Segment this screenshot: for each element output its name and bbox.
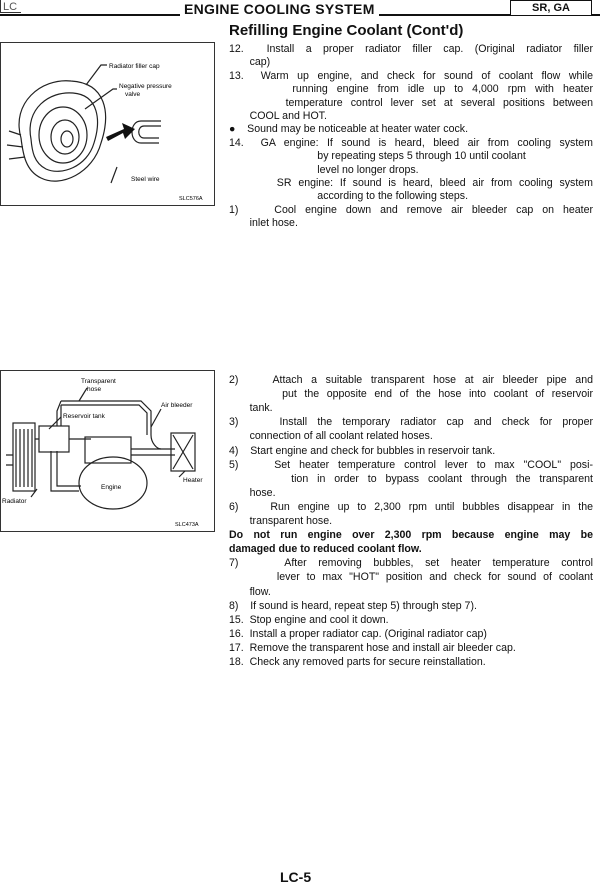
label-heater: Heater — [183, 477, 203, 484]
step-line: 18. Check any removed parts for secure reinstallation. — [229, 656, 486, 668]
step-line: hose. — [229, 486, 276, 499]
label-air-bleeder: Air bleeder — [161, 402, 193, 409]
step-line: 1) Cool engine down and remove air bleeder cap on heater — [229, 203, 593, 216]
step-line: 2) Attach a suitable transparent hose at air bleeder pipe and — [229, 374, 593, 386]
step-line: put the opposite end of the hose into coolant of reservoir — [229, 388, 593, 401]
step-line: tion in order to bypass coolant through the transparent — [229, 472, 593, 485]
step-line: by repeating steps 5 through 10 until coolant — [229, 150, 526, 163]
step-line: inlet hose. — [229, 217, 298, 230]
caution-line: Do not run engine over 2,300 rpm because engine may be — [229, 529, 593, 542]
figure1-code: SLC576A — [179, 196, 203, 202]
radiator-cap-illustration — [1, 43, 214, 205]
step-line: COOL and HOT. — [229, 110, 327, 122]
label-transparent-hose-2: hose — [87, 386, 102, 393]
caution-line: damaged due to reduced coolant flow. — [229, 543, 422, 556]
step-line: running engine from idle up to 4,000 rpm with heater — [229, 83, 593, 96]
step-line: temperature control lever set at several positions between — [229, 96, 593, 109]
section-title: Refilling Engine Coolant (Cont'd) — [229, 22, 464, 39]
label-radiator-filler-cap: Radiator filler cap — [109, 63, 160, 70]
label-negative-pressure-2: valve — [125, 91, 141, 98]
step-line: level no longer drops. — [229, 163, 419, 176]
label-steel-wire: Steel wire — [131, 176, 160, 183]
step-line: tank. — [229, 402, 273, 415]
step-line: flow. — [229, 585, 271, 598]
step-line: 3) Install the temporary radiator cap and check for proper — [229, 416, 593, 429]
step-line: 12. Install a proper radiator filler cap. (Original radiator filler — [229, 43, 593, 55]
step-line: according to the following steps. — [229, 190, 469, 203]
header-title: ENGINE COOLING SYSTEM — [180, 1, 379, 17]
step-line: cap) — [229, 56, 271, 69]
step-line: 13. Warm up engine, and check for sound of coolant flow while — [229, 69, 593, 82]
figure2-code: SLC473A — [175, 522, 199, 528]
page-number: LC-5 — [280, 869, 312, 885]
label-reservoir-tank: Reservoir tank — [63, 413, 105, 420]
cooling-system-illustration — [1, 371, 214, 531]
figure-cooling-system — [0, 370, 215, 532]
step-line: 14. GA engine: If sound is heard, bleed air from cooling system — [229, 136, 593, 149]
step-line: 15. Stop engine and cool it down. — [229, 613, 389, 626]
step-line: connection of all coolant related hoses. — [229, 430, 433, 443]
step-line: 6) Run engine up to 2,300 rpm until bubbles disappear in the — [229, 500, 593, 513]
step-line: 7) After removing bubbles, set heater temperature control — [229, 557, 593, 570]
step-line: 4) Start engine and check for bubbles in reservoir tank. — [229, 444, 496, 457]
label-transparent-hose-1: Transparent — [81, 378, 116, 385]
step-line: ● Sound may be noticeable at heater water cock. — [229, 123, 469, 136]
step-line: 5) Set heater temperature control lever to max "COOL" posi- — [229, 458, 593, 471]
step-line: transparent hose. — [229, 515, 333, 527]
header-badge: SR, GA — [510, 0, 592, 16]
step-line: 17. Remove the transparent hose and install air bleeder cap. — [229, 641, 516, 654]
label-radiator: Radiator — [2, 498, 27, 505]
step-line: 8) If sound is heard, repeat step 5) through step 7). — [229, 599, 477, 612]
figure-radiator-cap — [0, 42, 215, 206]
label-negative-pressure-1: Negative pressure — [119, 83, 172, 90]
step-line: 16. Install a proper radiator cap. (Original radiator cap) — [229, 627, 487, 640]
step-line: SR engine: If sound is heard, bleed air from cooling system — [229, 177, 593, 189]
header-left-ref: LC — [3, 1, 18, 13]
step-line: lever to max "HOT" position and check for sound of coolant — [229, 571, 593, 584]
label-engine: Engine — [101, 484, 122, 491]
